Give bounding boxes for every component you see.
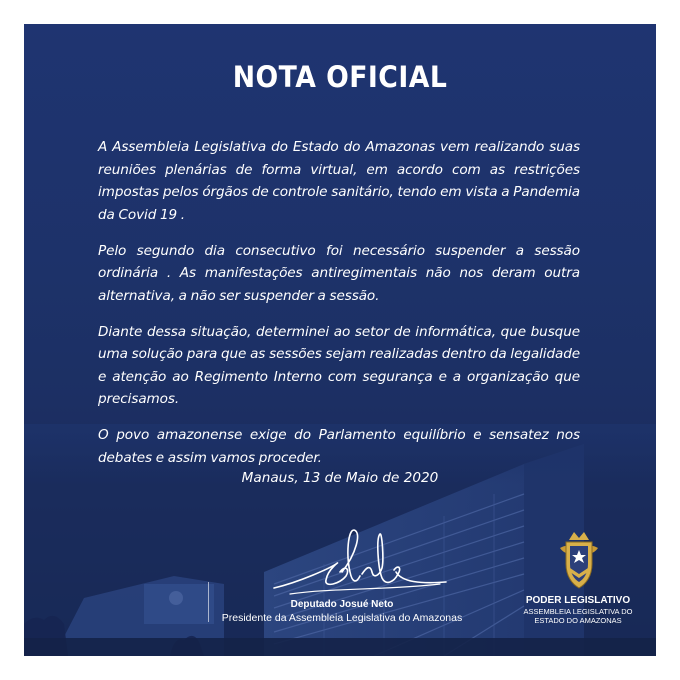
note-body bbox=[98, 136, 580, 483]
handwritten-signature bbox=[270, 524, 448, 600]
official-note-card bbox=[24, 24, 656, 656]
place-date: Manaus, 13 de Maio de 2020 bbox=[241, 470, 439, 486]
paragraph: Pelo segundo dia consecutivo foi necessário suspender a sessão ordinária . As manifestações antiregimentais não nos deram outra alternativa, a não ser suspender a sessão. bbox=[98, 242, 580, 304]
org-name: PODER LEGISLATIVO bbox=[525, 595, 631, 606]
org-subname: ASSEMBLEIA LEGISLATIVA DO bbox=[523, 607, 633, 616]
organization-block bbox=[518, 595, 638, 625]
signer-role: Presidente da Assembleia Legislativa do Amazonas bbox=[221, 612, 463, 624]
signer-block bbox=[202, 598, 482, 625]
paragraph: A Assembleia Legislativa do Estado do Amazonas vem realizando suas reuniões plenárias de forma virtual, em acordo com as restrições impostas pelos órgãos de controle sanitário, tendo em vista a Pandemia da Covid 19 . bbox=[98, 139, 580, 223]
signer-name: Deputado Josué Neto bbox=[290, 599, 394, 610]
paragraph: Diante dessa situação, determinei ao setor de informática, que busque uma solução para que as sessões sejam realizadas dentro da legalidade e atenção ao Regimento Interno com segurança e a organização que precisamos. bbox=[98, 323, 580, 407]
org-subname: ESTADO DO AMAZONAS bbox=[534, 616, 622, 625]
state-crest-icon bbox=[556, 530, 602, 592]
page-title: NOTA OFICIAL bbox=[232, 60, 448, 94]
paragraph: O povo amazonense exige do Parlamento equilíbrio e sensatez nos debates e assim vamos proceder. bbox=[98, 427, 580, 466]
